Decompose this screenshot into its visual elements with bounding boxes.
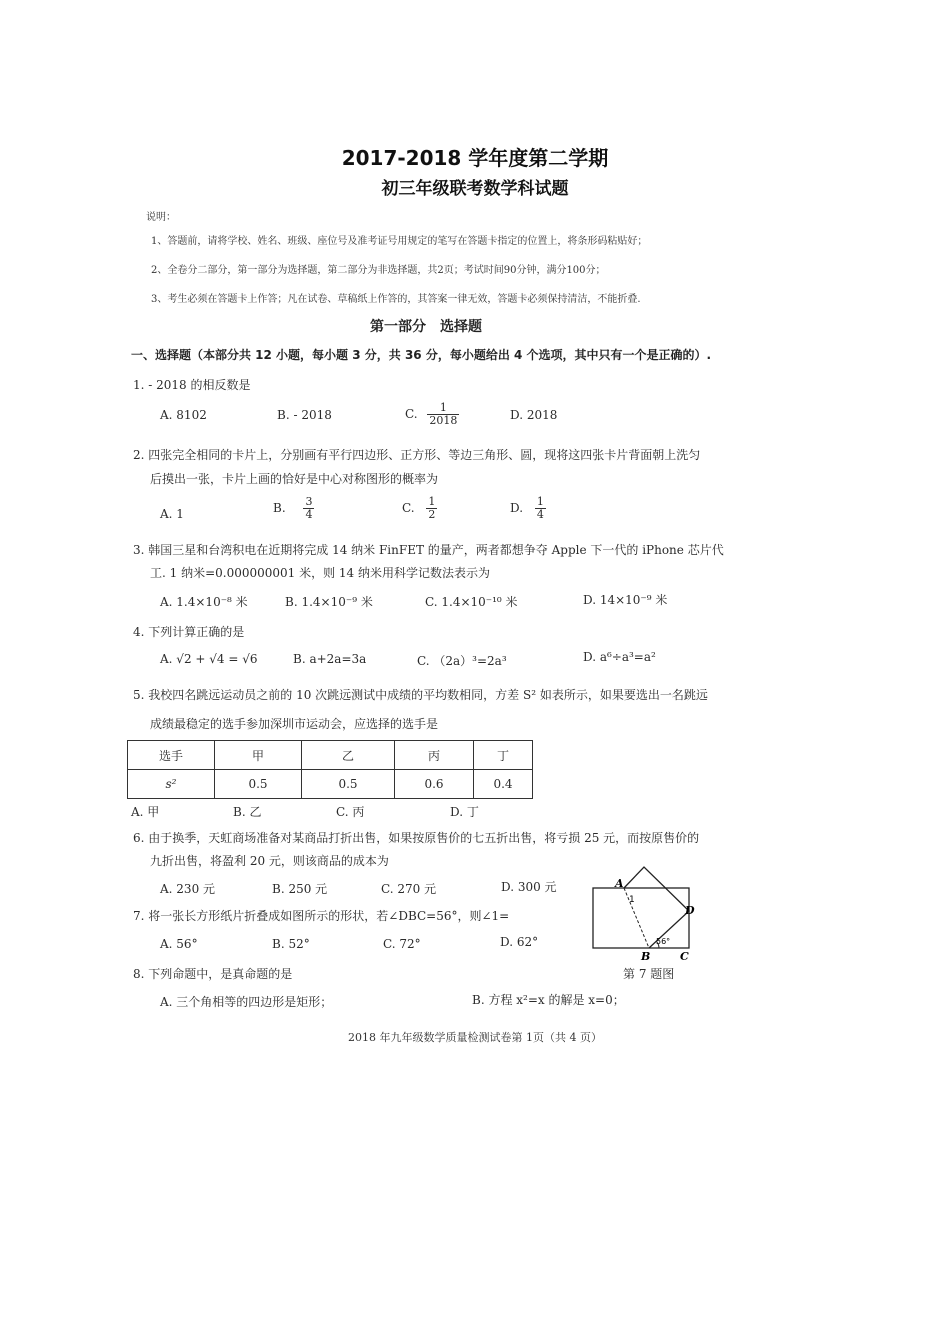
numerator: 3 bbox=[305, 495, 313, 508]
instruction-item: 2、全卷分二部分，第一部分为选择题，第二部分为非选择题，共2页；考试时间90分钟，满分100分； bbox=[151, 265, 606, 276]
question-6-stem: 6. 由于换季，天虹商场准备对某商品打折出售，如果按原售价的七五折出售，将亏损 25 元，而按原售价的 bbox=[133, 831, 700, 845]
table-header-cell: 甲 bbox=[215, 741, 302, 770]
fraction bbox=[427, 402, 459, 427]
q8-option-b: B. 方程 x²=x 的解是 x=0； bbox=[472, 993, 625, 1007]
q5-option-c: C. 丙 bbox=[336, 805, 365, 819]
q4-option-d: D. a⁶÷a³=a² bbox=[583, 650, 656, 664]
q2-option-d bbox=[510, 496, 546, 521]
folded-flap bbox=[624, 867, 689, 948]
q6-option-a: A. 230 元 bbox=[160, 882, 216, 896]
question-5-stem: 5. 我校四名跳远运动员之前的 10 次跳远测试中成绩的平均数相同，方差 S² 如表所示，如果要选出一名跳远 bbox=[133, 688, 708, 702]
fraction bbox=[303, 496, 314, 521]
point-d-label: D bbox=[685, 904, 695, 917]
q4-option-c: C. （2a）³=2a³ bbox=[417, 654, 507, 668]
q3-option-a: A. 1.4×10⁻⁸ 米 bbox=[160, 595, 248, 609]
fraction bbox=[426, 496, 437, 521]
page-subtitle: 初三年级联考数学科试题 bbox=[381, 179, 569, 199]
q3-option-c: C. 1.4×10⁻¹⁰ 米 bbox=[425, 595, 518, 609]
q1-option-a: A. 8102 bbox=[160, 408, 207, 422]
table-header-cell: 选手 bbox=[128, 741, 215, 770]
fold-line bbox=[624, 888, 649, 948]
q6-option-c: C. 270 元 bbox=[381, 882, 437, 896]
question-4-stem: 4. 下列计算正确的是 bbox=[133, 625, 245, 639]
table-row-label: s² bbox=[128, 770, 215, 799]
table-row bbox=[128, 770, 533, 799]
q1-option-c bbox=[405, 402, 459, 427]
q5-option-d: D. 丁 bbox=[450, 805, 479, 819]
question-2-stem-cont: 后摸出一张，卡片上画的恰好是中心对称图形的概率为 bbox=[150, 472, 439, 486]
q3-option-b: B. 1.4×10⁻⁹ 米 bbox=[285, 595, 373, 609]
part-heading: 第一部分 选择题 bbox=[370, 319, 482, 335]
instruction-item: 3、考生必须在答题卡上作答；凡在试卷、草稿纸上作答的，其答案一律无效，答题卡必须保持清洁，不能折叠. bbox=[151, 294, 641, 305]
angle-1-label: 1 bbox=[629, 895, 635, 905]
question-3-stem: 3. 韩国三星和台湾积电在近期将完成 14 纳米 FinFET 的量产，两者都想争夺 Apple 下一代的 iPhone 芯片代 bbox=[133, 543, 724, 557]
q1-option-b: B. - 2018 bbox=[277, 408, 332, 422]
question-8-stem: 8. 下列命题中，是真命题的是 bbox=[133, 967, 293, 981]
numerator: 1 bbox=[428, 495, 436, 508]
q6-option-b: B. 250 元 bbox=[272, 882, 328, 896]
table-header-cell: 乙 bbox=[302, 741, 395, 770]
q7-figure bbox=[585, 866, 715, 966]
q2-option-a: A. 1 bbox=[160, 507, 184, 521]
section-title: 一、选择题（本部分共 12 小题，每小题 3 分，共 36 分，每小题给出 4 个选项，其中只有一个是正确的）. bbox=[131, 348, 712, 362]
point-a-label: A bbox=[615, 877, 624, 890]
q1-option-c-label: C. bbox=[405, 407, 418, 422]
numerator: 1 bbox=[427, 402, 459, 415]
numerator: 1 bbox=[536, 495, 544, 508]
q2-option-c-label: C. bbox=[402, 501, 415, 516]
q5-option-a: A. 甲 bbox=[131, 805, 160, 819]
question-2-stem: 2. 四张完全相同的卡片上，分别画有平行四边形、正方形、等边三角形、圆，现将这四张卡片背面朝上洗匀 bbox=[133, 448, 701, 462]
angle-56-label: 56° bbox=[656, 937, 671, 946]
table-cell: 0.4 bbox=[474, 770, 533, 799]
page-footer: 2018 年九年级数学质量检测试卷第 1页（共 4 页） bbox=[348, 1031, 602, 1044]
denominator: 4 bbox=[536, 508, 544, 522]
table-header-cell: 丙 bbox=[395, 741, 474, 770]
q7-option-a: A. 56° bbox=[160, 937, 198, 951]
q1-option-d: D. 2018 bbox=[510, 408, 558, 422]
q4-option-a: A. √2 + √4 = √6 bbox=[160, 652, 258, 666]
q7-option-c: C. 72° bbox=[383, 937, 421, 951]
table-header-cell: 丁 bbox=[474, 741, 533, 770]
table-cell: 0.6 bbox=[395, 770, 474, 799]
question-6-stem-cont: 九折出售，将盈利 20 元，则该商品的成本为 bbox=[150, 854, 389, 868]
denominator: 2018 bbox=[429, 414, 458, 428]
point-c-label: C bbox=[680, 950, 689, 963]
variance-table bbox=[127, 740, 533, 799]
table-cell: 0.5 bbox=[302, 770, 395, 799]
fraction bbox=[535, 496, 546, 521]
q2-option-b bbox=[273, 496, 314, 521]
question-7-stem: 7. 将一张长方形纸片折叠成如图所示的形状，若∠DBC=56°，则∠1= bbox=[133, 909, 510, 923]
question-5-stem-cont: 成绩最稳定的选手参加深圳市运动会，应选择的选手是 bbox=[150, 717, 439, 731]
q3-option-d: D. 14×10⁻⁹ 米 bbox=[583, 593, 668, 607]
q7-option-b: B. 52° bbox=[272, 937, 310, 951]
denominator: 2 bbox=[428, 508, 436, 522]
q2-option-d-label: D. bbox=[510, 501, 524, 516]
figure-caption: 第 7 题图 bbox=[623, 967, 675, 981]
q4-option-b: B. a+2a=3a bbox=[293, 652, 367, 666]
table-cell: 0.5 bbox=[215, 770, 302, 799]
point-b-label: B bbox=[641, 950, 651, 963]
q2-option-b-label: B. bbox=[273, 501, 286, 516]
instruction-item: 1、答题前，请将学校、姓名、班级、座位号及准考证号用规定的笔写在答题卡指定的位置上，将条形码粘贴好； bbox=[151, 236, 648, 247]
denominator: 4 bbox=[305, 508, 313, 522]
table-row bbox=[128, 741, 533, 770]
question-1-stem: 1. - 2018 的相反数是 bbox=[133, 378, 251, 392]
q7-option-d: D. 62° bbox=[500, 935, 539, 949]
question-3-stem-cont: 工. 1 纳米=0.000000001 米，则 14 纳米用科学记数法表示为 bbox=[150, 566, 491, 580]
q6-option-d: D. 300 元 bbox=[501, 880, 557, 894]
q8-option-a: A. 三个角相等的四边形是矩形； bbox=[160, 995, 333, 1009]
q5-option-b: B. 乙 bbox=[233, 805, 262, 819]
page-title: 2017-2018 学年度第二学期 bbox=[341, 146, 609, 170]
q2-option-c bbox=[402, 496, 437, 521]
instructions-label: 说明： bbox=[146, 212, 176, 223]
